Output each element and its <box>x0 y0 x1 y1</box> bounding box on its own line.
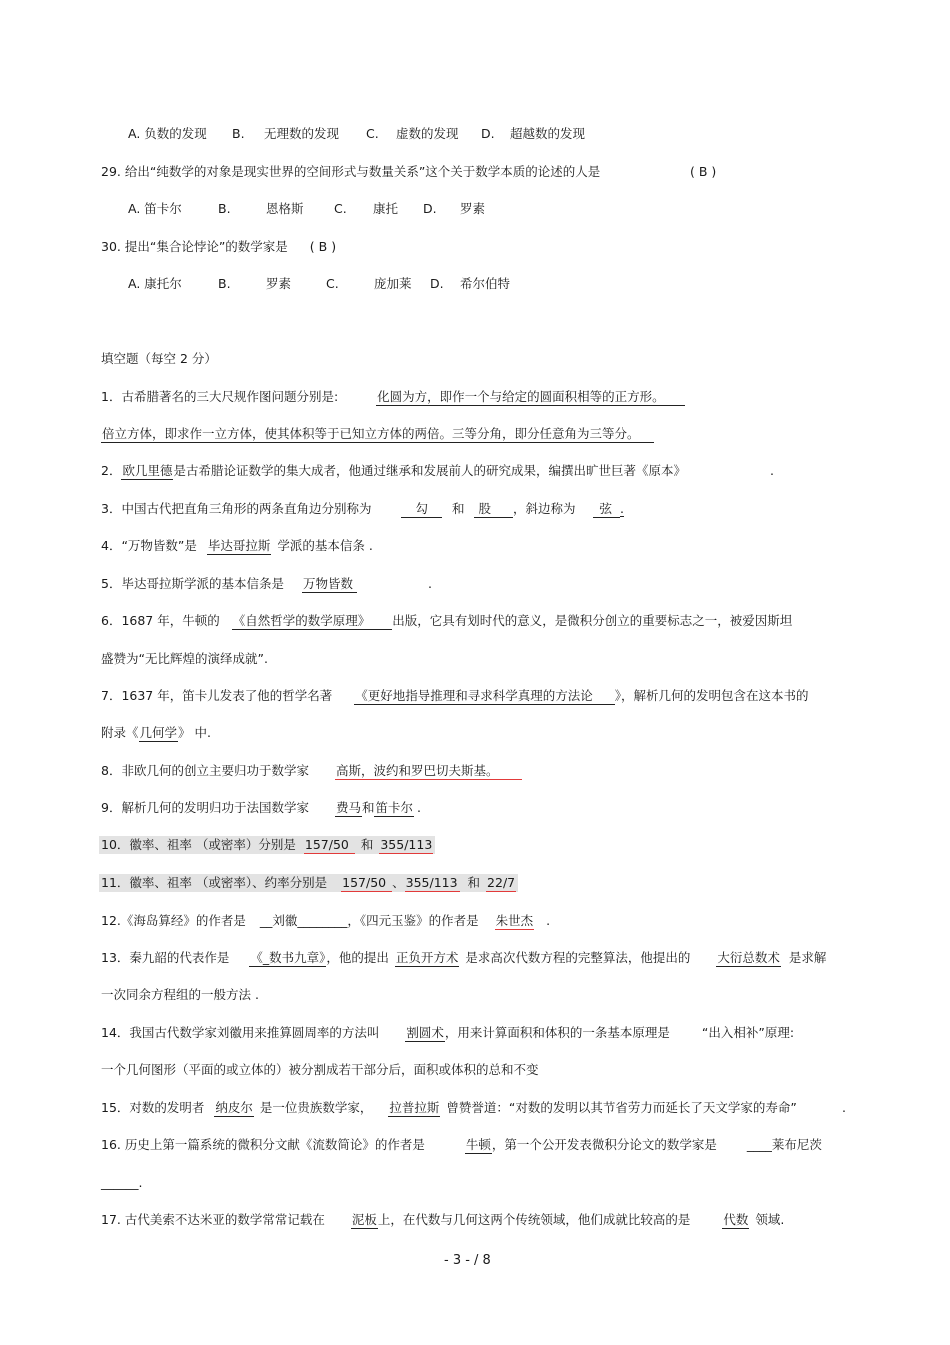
fill-3-answer-1: 勾 <box>401 501 442 518</box>
fill-12-text: 12.《海岛算经》的作者是 <box>101 913 246 928</box>
fill-2-end: . <box>770 463 774 478</box>
fill-11-answer-1: 157/50 <box>341 875 392 892</box>
fill-15-text: 15．对数的发明者 <box>101 1100 205 1115</box>
fill-15-end: . <box>842 1100 846 1115</box>
fill-12-mid: ，《四元玉鉴》的作者是 <box>347 913 479 928</box>
fill-1-line2 <box>101 425 654 443</box>
fill-15-answer-1: 纳皮尔 <box>215 1100 253 1115</box>
fill-8 <box>101 762 522 780</box>
fill-15-mid-1: 是一位贵族数学家， <box>259 1100 373 1115</box>
fill-6 <box>101 612 792 630</box>
fill-11-sep: 、 <box>392 875 405 890</box>
fill-16-mid: ，第一个公开发表微积分论文的数学家是 <box>491 1137 717 1152</box>
fill-4 <box>101 537 373 555</box>
option-c: C. <box>366 126 379 141</box>
fill-7-answer-2: 几何学 <box>139 725 178 740</box>
option-b-text: 恩格斯 <box>266 201 304 216</box>
fill-16 <box>101 1136 822 1154</box>
fill-4-answer: 毕达哥拉斯 <box>207 538 271 553</box>
fill-17-answer-1: 泥板 <box>351 1212 377 1227</box>
option-d-text: 超越数的发现 <box>510 126 586 141</box>
fill-11-mid: 和 <box>467 875 481 890</box>
fill-7-end: 》，解析几何的发明包含在这本书的 <box>614 688 809 703</box>
fill-7-line2 <box>101 724 211 742</box>
fill-1-answer: 化圆为方，即作一个与给定的圆面积相等的正方形。 <box>376 389 685 406</box>
option-a: A. 负数的发现 <box>128 126 207 141</box>
fill-2-answer: 欧几里德 <box>122 463 173 478</box>
option-d-text: 希尔伯特 <box>460 276 511 291</box>
fill-13-line2: 一次同余方程组的一般方法 . <box>101 987 259 1002</box>
option-d: D. <box>481 126 495 141</box>
fill-3 <box>101 500 624 518</box>
fill-7-line2-prefix: 附录《 <box>101 725 139 740</box>
fill-16-text: 16. 历史上第一篇系统的微积分文献《流数简论》的作者是 <box>101 1137 425 1152</box>
option-c-text: 虚数的发现 <box>396 126 459 141</box>
fill-17 <box>101 1211 784 1229</box>
fill-16-answer-1: 牛顿 <box>465 1137 491 1152</box>
fill-7-text: 7．1637 年，笛卡儿发表了他的哲学名著 <box>101 688 333 703</box>
fill-5-text: 5．毕达哥拉斯学派的基本信条是 <box>101 576 284 591</box>
fill-9-text: 9．解析几何的发明归功于法国数学家 <box>101 800 309 815</box>
fill-9 <box>101 799 421 817</box>
fill-9-answer-2: 笛卡尔 <box>375 800 413 815</box>
fill-13-mid-1: ，他的提出 <box>326 950 389 965</box>
option-b: B. <box>232 126 245 141</box>
fill-10-mid: 和 <box>360 837 374 852</box>
q30-options <box>128 275 548 293</box>
fill-13-answer-1: 《_数书九章》 <box>250 950 326 965</box>
fill-13-answer-2: 正负开方术 <box>395 950 459 965</box>
question-29-answer: ( B ) <box>690 164 717 179</box>
fill-9-mid: 和 <box>361 800 375 815</box>
fill-4-text: 4．“万物皆数”是 <box>101 538 197 553</box>
question-30 <box>101 238 336 256</box>
fill-3-answer-2: 股 <box>474 501 513 518</box>
fill-17-text: 17. 古代美索不达米亚的数学常常记载在 <box>101 1212 325 1227</box>
fill-10-answer-1: 157/50 <box>304 837 355 854</box>
fill-7 <box>101 687 809 705</box>
fill-1-answer-2: 倍立方体，即求作一立方体，使其体积等于已知立方体的两倍。三等分角，即分任意角为三等分。 <box>101 426 654 443</box>
fill-11 <box>99 874 518 892</box>
fill-17-answer-2: 代数 <box>723 1212 749 1227</box>
fill-10-answer-2: 355/113 <box>380 837 433 852</box>
fill-2 <box>101 462 686 480</box>
option-c: C. <box>326 276 339 291</box>
fill-3-end: . <box>619 501 624 516</box>
fill-14 <box>101 1024 794 1042</box>
q29-options <box>128 200 528 218</box>
fill-14-answer-1: 割圆术 <box>406 1025 444 1040</box>
fill-4-end: 学派的基本信条 . <box>277 538 373 553</box>
fill-3-mid: 和 <box>451 501 465 516</box>
option-b-text: 无理数的发现 <box>264 126 340 141</box>
fill-15 <box>101 1099 797 1117</box>
fill-8-answer: 高斯，波约和罗巴切夫斯基。 <box>335 763 523 780</box>
fill-6-end: 出版，它具有划时代的意义，是微积分创立的重要标志之一，被爱因斯坦 <box>392 613 793 628</box>
fill-15-mid-2: 曾赞誉道：“对数的发明以其节省劳力而延长了天文学家的寿命” <box>446 1100 797 1115</box>
fill-12-end: . <box>546 913 551 928</box>
option-a: A. 康托尔 <box>128 276 182 291</box>
fill-17-mid: 上，在代数与几何这两个传统领域，他们成就比较高的是 <box>377 1212 691 1227</box>
option-d: D. <box>423 201 437 216</box>
fill-3-mid2: ，斜边称为 <box>512 501 576 516</box>
fill-15-answer-2: 拉普拉斯 <box>389 1100 440 1115</box>
fill-12-answer-2: 朱世杰 <box>495 913 534 928</box>
fill-6-line2: 盛赞为“无比辉煌的演绎成就”. <box>101 651 268 666</box>
option-d: D. <box>430 276 444 291</box>
fill-1 <box>101 388 685 406</box>
fill-10 <box>99 836 435 854</box>
fill-17-end: 领域. <box>755 1212 785 1227</box>
question-30-text: 30. 提出“集合论悖论”的数学家是 <box>101 239 288 254</box>
fill-3-text: 3．中国古代把直角三角形的两条直角边分别称为 <box>101 501 372 516</box>
fill-1-text: 1．古希腊著名的三大尺规作图问题分别是: <box>101 389 339 404</box>
fill-11-text: 11．徽率、祖率 （或密率）、约率分别是 <box>101 875 328 890</box>
q28-options <box>128 125 586 143</box>
fill-9-answer-1: 费马 <box>335 800 361 815</box>
fill-11-answer-3: 22/7 <box>487 875 516 890</box>
fill-11-answer-2: 355/113 <box>405 875 458 890</box>
fill-14-text: 14．我国古代数学家刘徽用来推算圆周率的方法叫 <box>101 1025 380 1040</box>
fill-6-text: 6．1687 年，牛顿的 <box>101 613 220 628</box>
option-b: B. <box>218 201 231 216</box>
fill-14-mid-2: “出入相补”原理: <box>701 1025 795 1040</box>
fill-7-line2-end: 》 中. <box>178 725 211 740</box>
option-d-text: 罗素 <box>460 201 486 216</box>
fill-13-text: 13．秦九韶的代表作是 <box>101 950 230 965</box>
fill-6-answer: 《自然哲学的数学原理》 <box>232 613 393 630</box>
fill-14-line2: 一个几何图形（平面的或立体的）被分割成若干部分后，面积或体积的总和不变 <box>101 1062 539 1077</box>
question-29-text: 29. 给出“纯数学的对象是现实世界的空间形式与数量关系”这个关于数学本质的论述的人是 <box>101 164 601 179</box>
fill-5 <box>101 575 357 593</box>
fill-13-mid-3: 是求解 <box>788 950 827 965</box>
fill-5-answer: 万物皆数 <box>302 576 357 593</box>
option-c-text: 康托 <box>373 201 399 216</box>
option-c: C. <box>334 201 347 216</box>
fill-13-answer-3: 大衍总数术 <box>717 950 780 965</box>
option-b-text: 罗素 <box>266 276 292 291</box>
option-c-text: 庞加莱 <box>374 276 412 291</box>
fill-8-text: 8．非欧几何的创立主要归功于数学家 <box>101 763 309 778</box>
question-29 <box>101 163 600 181</box>
fill-13-mid-2: 是求高次代数方程的完整算法，他提出的 <box>465 950 691 965</box>
fill-2-text: 是古希腊论证数学的集大成者，他通过继承和发展前人的研究成果，编撰出旷世巨著《原本》 <box>173 463 686 478</box>
fill-10-text: 10．徽率、祖率 （或密率）分别是 <box>101 837 296 852</box>
fill-12 <box>101 912 550 930</box>
fill-14-mid-1: ，用来计算面积和体积的一条基本原理是 <box>444 1025 670 1040</box>
fill-5-end: . <box>428 576 432 591</box>
section-title: 填空题（每空 2 分） <box>101 351 217 366</box>
fill-16-answer-2: ____莱布尼茨 <box>746 1137 822 1152</box>
option-a: A. 笛卡尔 <box>128 201 182 216</box>
fill-9-end: . <box>417 800 421 815</box>
fill-7-answer: 《更好地指导推理和寻求科学真理的方法论 <box>354 688 615 705</box>
fill-13 <box>101 949 826 967</box>
option-b: B. <box>218 276 231 291</box>
page-number: - 3 - / 8 <box>444 1253 491 1268</box>
fill-3-answer-3: 弦 <box>593 501 620 518</box>
question-30-answer: ( B ) <box>309 239 337 254</box>
fill-16-line2: ______. <box>101 1175 143 1190</box>
fill-12-answer-1: __刘徽________ <box>259 913 348 928</box>
fill-2-prefix: 2． <box>101 463 122 478</box>
